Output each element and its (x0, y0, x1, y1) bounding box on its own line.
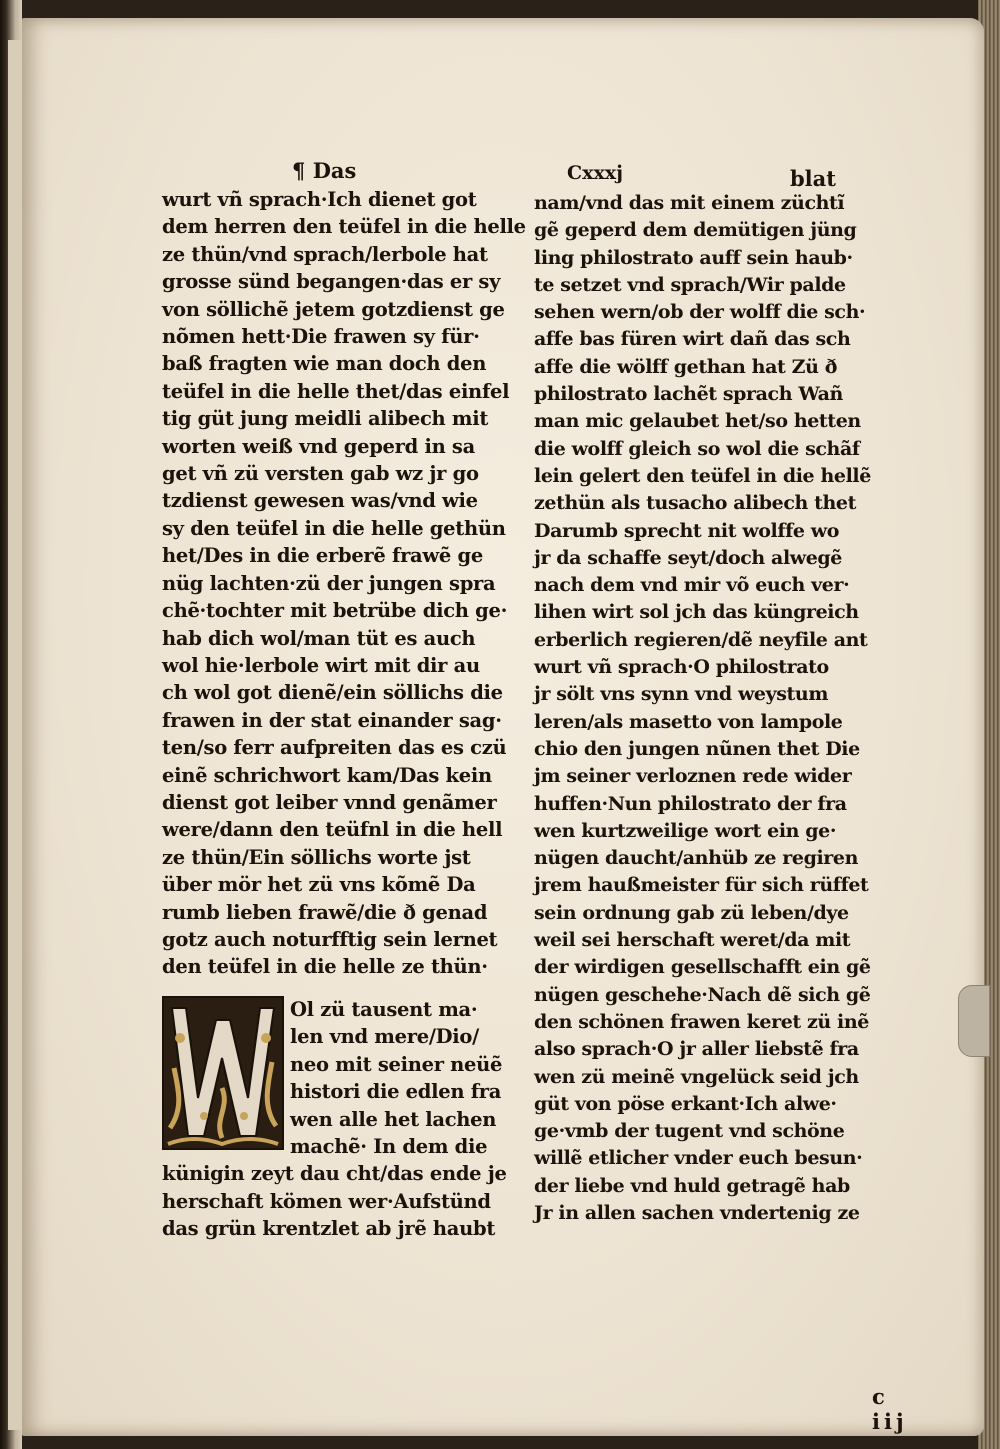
text-line: ge·vmb der tugent vnd schöne (534, 1120, 845, 1143)
paragraph-mark-icon: ¶ (292, 158, 306, 183)
text-line: het/Des in die erberẽ frawẽ ge (162, 544, 483, 568)
text-line: wurt vñ sprach·Ich dienet got (162, 188, 477, 211)
text-line: get vñ zü versten gab wz jr go (162, 462, 479, 486)
text-line: te setzet vnd sprach/Wir palde (534, 273, 846, 296)
text-line: herschaft kömen wer·Aufstünd (162, 1189, 491, 1213)
text-line: nam/vnd das mit einem züchtĩ (534, 192, 845, 214)
text-line: grosse sünd begangen·das er sy (162, 270, 501, 294)
text-line: Darumb sprecht nit wolffe wo (534, 519, 840, 542)
text-line: affe bas füren wirt dañ das sch (534, 328, 851, 351)
text-line: huffen·Nun philostrato der fra (534, 792, 847, 815)
book-clasp (958, 985, 990, 1057)
text-line: zethün als tusacho alibech thet (534, 492, 856, 515)
text-line: tzdienst gewesen was/vnd wie (162, 489, 478, 513)
text-line: machẽ· In dem die (290, 1135, 488, 1159)
text-line: ling philostrato auff sein haub· (534, 246, 853, 269)
text-line: der wirdigen gesellschafft ein gẽ (534, 956, 871, 979)
text-line: len vnd mere/Dio/ (290, 1025, 479, 1049)
text-line: philostrato lachẽt sprach Wañ (534, 383, 843, 406)
text-line: wol hie·lerbole wirt mit dir au (162, 653, 480, 677)
text-line: leren/als masetto von lampole (534, 710, 843, 733)
text-line: worten weiß vnd geperd in sa (162, 434, 475, 458)
text-line: wurt vñ sprach·O philostrato (534, 656, 829, 679)
running-head-left (292, 158, 356, 183)
text-line: wen zü meinẽ vngelück seid jch (534, 1065, 859, 1088)
text-line: ze thün/vnd sprach/lerbole hat (162, 242, 488, 266)
text-line: das grün krentzlet ab jrẽ haubt (162, 1217, 496, 1241)
text-line: chio den jungen nũnen thet Die (534, 737, 860, 760)
text-line: güt von pöse erkant·Ich alwe· (534, 1092, 837, 1115)
text-line: gotz auch noturfftig sein lernet (162, 927, 498, 951)
text-line: also sprach·O jr aller liebstẽ fra (534, 1038, 859, 1061)
text-line: nügen daucht/anhüb ze regiren (534, 847, 858, 870)
initial-paragraph-lines (162, 996, 512, 1243)
text-line: künigin zeyt dau cht/das ende je (162, 1162, 507, 1186)
text-line: nach dem vnd mir võ euch ver· (534, 574, 850, 597)
text-block (142, 148, 908, 1434)
text-line: Jr in allen sachen vndertenig ze (534, 1201, 860, 1224)
text-line: gẽ geperd dem demütigen jüng (534, 219, 857, 242)
text-line: jm seiner verloznen rede wider (534, 765, 852, 788)
book-page (22, 18, 984, 1436)
right-column (534, 190, 879, 1227)
text-line: dem herren den teüfel in die helle (162, 215, 526, 239)
text-line: histori die edlen fra (290, 1080, 502, 1104)
text-line: frawen in der stat einander sag· (162, 708, 502, 732)
text-line: von söllichẽ jetem gotzdienst ge (162, 297, 505, 321)
text-line: baß fragten wie man doch den (162, 352, 487, 376)
text-line: rumb lieben frawẽ/die ð genad (162, 900, 488, 924)
text-line: lihen wirt sol jch das küngreich (534, 601, 859, 624)
text-line: wen alle het lachen (290, 1107, 497, 1131)
text-line: einẽ schrichwort kam/Das kein (162, 763, 492, 787)
text-line: nõmen hett·Die frawen sy für· (162, 325, 480, 349)
running-head-left-text: Das (312, 158, 357, 183)
text-line: willẽ etlicher vnder euch besun· (534, 1147, 863, 1170)
text-line: dienst got leiber vnnd genãmer (162, 790, 497, 814)
text-line: erberlich regieren/dẽ neyfile ant (534, 628, 868, 651)
signature-mark: c iij (872, 1384, 908, 1434)
text-line: man mic gelaubet het/so hetten (534, 410, 861, 433)
folio-number: Cxxxj (567, 162, 623, 184)
text-line: jrem haußmeister für sich rüffet (534, 874, 869, 897)
text-line: lein gelert den teüfel in die hellẽ (534, 464, 871, 487)
text-line: über mör het zü vns kõmẽ Da (162, 873, 476, 897)
text-line: sehen wern/ob der wolff die sch· (534, 301, 866, 324)
text-line: nüg lachten·zü der jungen spra (162, 571, 496, 595)
text-line: nügen geschehe·Nach dẽ sich gẽ (534, 983, 871, 1006)
text-line: die wolff gleich so wol die schãf (534, 437, 860, 460)
text-line: affe die wölff gethan hat Zü ð (534, 355, 837, 378)
text-line: ze thün/Ein söllichs worte jst (162, 845, 471, 869)
text-line: hab dich wol/man tüt es auch (162, 626, 476, 650)
text-line: sy den teüfel in die helle gethün (162, 516, 506, 540)
text-line: tig güt jung meidli alibech mit (162, 407, 489, 431)
left-column (162, 186, 526, 981)
text-line: weil sei herschaft weret/da mit (534, 929, 851, 952)
text-line: den teüfel in die helle ze thün· (162, 955, 488, 979)
text-line: were/dann den teüfnl in die hell (162, 818, 503, 842)
text-line: jr da schaffe seyt/doch alwegẽ (534, 546, 842, 569)
text-line: wen kurtzweilige wort ein ge· (534, 819, 837, 842)
text-line: neo mit seiner neüẽ (290, 1052, 503, 1076)
text-line: der liebe vnd huld getragẽ hab (534, 1174, 850, 1197)
text-line: Ol zü tausent ma· (290, 998, 478, 1021)
text-line: ch wol got dienẽ/ein söllichs die (162, 681, 503, 705)
text-line: den schönen frawen keret zü inẽ (534, 1010, 869, 1033)
facing-page-edge (8, 40, 22, 1430)
text-line: sein ordnung gab zü leben/dye (534, 901, 849, 924)
text-line: jr sölt vns synn vnd weystum (534, 683, 829, 706)
text-line: teüfel in die helle thet/das einfel (162, 379, 510, 403)
text-line: chẽ·tochter mit betrübe dich ge· (162, 599, 508, 623)
text-line: ten/so ferr aufpreiten das es czü (162, 736, 507, 760)
running-head-right: blat (790, 166, 836, 191)
